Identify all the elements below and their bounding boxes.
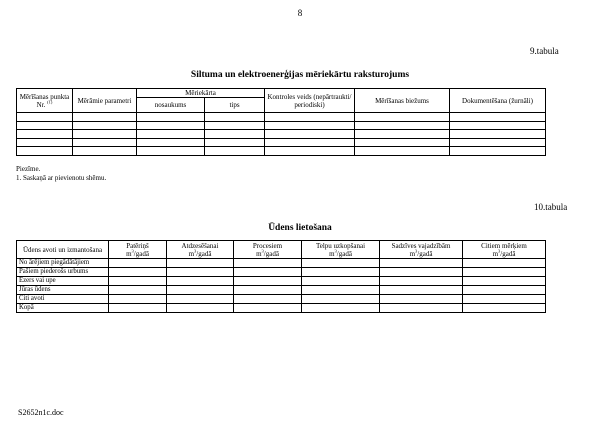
- table-row: [17, 113, 546, 122]
- page-number: 8: [297, 8, 303, 18]
- footer-filename: S2652n1c.doc: [18, 408, 64, 417]
- header-parameters: Mērāmie parametri: [73, 89, 137, 113]
- header-other: Citiem mērķiem $m^3$/gadā: [463, 241, 546, 259]
- header-device-type: tips: [205, 98, 265, 113]
- row-label: Ezers vai upe: [17, 277, 109, 286]
- header-documentation: Dokumentēšana (žurnāli): [450, 89, 546, 113]
- table10-label: 10.tabula: [534, 202, 568, 212]
- table-row: [17, 286, 546, 295]
- table-row: [17, 121, 546, 130]
- table10-title: Ūdens lietošana: [268, 223, 332, 233]
- header-cleaning: Telpu uzkopšanai $m^3$/gadā: [302, 241, 380, 259]
- table-row: [17, 277, 546, 286]
- row-label: No ārējiem piegādātājiem: [17, 259, 109, 268]
- header-device-name: nosaukums: [137, 98, 205, 113]
- header-frequency: Mērīšanas biežums: [355, 89, 450, 113]
- header-drinking: Patēriņš $m^3$/gadā: [109, 241, 167, 259]
- table9-label: 9.tabula: [530, 46, 559, 56]
- note-heading: Piezīme.: [16, 165, 41, 173]
- row-label: Citi avoti: [17, 295, 109, 304]
- header-process: Procesiem $m^3$/gadā: [234, 241, 302, 259]
- table-row: [17, 268, 546, 277]
- table-row: [17, 304, 546, 313]
- table9-title: Siltuma un elektroenerģijas mēriekārtu raksturojums: [190, 70, 410, 80]
- header-point-number: Mērīšanas punkta Nr. $^{(1)}$: [17, 89, 73, 113]
- water-usage-table: [16, 240, 546, 313]
- header-cooling: Atdzesēšanai $m^3$/gadā: [167, 241, 234, 259]
- row-label: Jūras ūdens: [17, 286, 109, 295]
- header-device: Mēriekārta: [137, 89, 265, 98]
- table-row: [17, 138, 546, 147]
- table-row: [17, 295, 546, 304]
- table-row: [17, 259, 546, 268]
- row-label: Kopā: [17, 304, 109, 313]
- header-household: Sadzīves vajadzībām $m^3$/gadā: [380, 241, 463, 259]
- header-source: Ūdens avoti un izmantošana: [17, 241, 109, 259]
- note-item: 1. Saskaņā ar pievienotu shēmu.: [16, 174, 107, 182]
- table-row: [17, 147, 546, 156]
- row-label: Pašiem piederošs urbums: [17, 268, 109, 277]
- meter-table: [16, 88, 546, 156]
- table-row: [17, 130, 546, 139]
- header-control: Kontroles veids (nepārtraukti/ periodiski): [265, 89, 355, 113]
